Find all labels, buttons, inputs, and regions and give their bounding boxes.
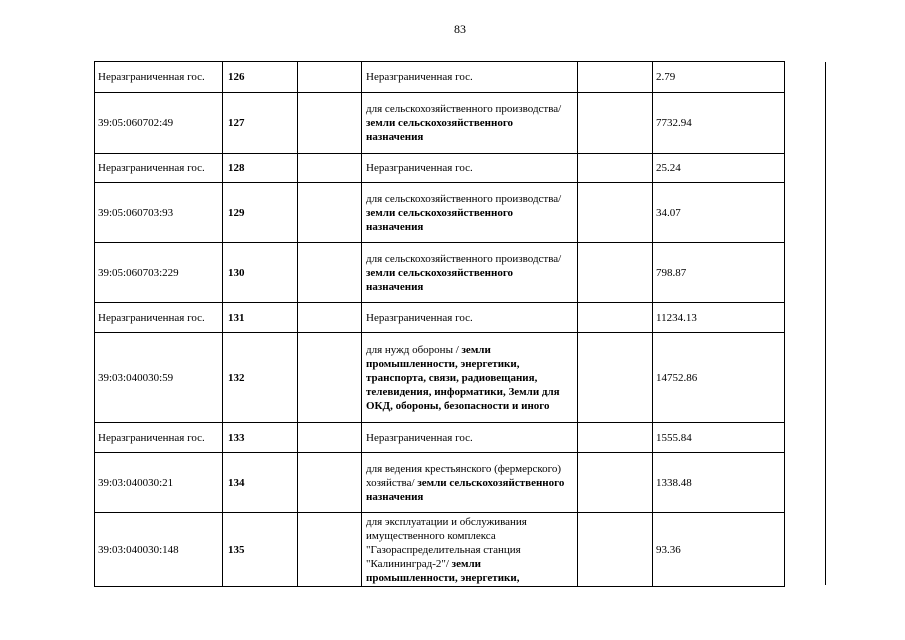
area-cell: 25.24	[653, 154, 785, 183]
cadastral-number-cell: 39:05:060702:49	[95, 93, 223, 154]
area-cell: 1555.84	[653, 423, 785, 453]
empty-cell	[298, 333, 362, 423]
area-cell: 798.87	[653, 243, 785, 303]
area-cell: 7732.94	[653, 93, 785, 154]
empty-cell	[578, 453, 653, 513]
land-use-cell	[362, 513, 578, 587]
table-row	[95, 183, 785, 243]
table-row	[95, 243, 785, 303]
land-use-text: для сельскохозяйственного производства/	[366, 252, 562, 265]
land-use-text: для нужд обороны /	[366, 343, 462, 356]
land-use-cell	[362, 453, 578, 513]
table-row	[95, 303, 785, 333]
empty-cell	[298, 453, 362, 513]
empty-cell	[578, 423, 653, 453]
land-category-text: земли сельскохозяйственного назначения	[366, 476, 565, 503]
empty-cell	[578, 303, 653, 333]
empty-cell	[298, 303, 362, 333]
empty-cell	[298, 183, 362, 243]
land-use-cell	[362, 183, 578, 243]
land-use-text: Неразграниченная гос.	[366, 162, 473, 174]
land-use-cell	[362, 243, 578, 303]
land-use-cell	[362, 154, 578, 183]
cadastral-number-cell: 39:05:060703:229	[95, 243, 223, 303]
table-row	[95, 154, 785, 183]
empty-cell	[578, 93, 653, 154]
empty-cell	[298, 154, 362, 183]
row-number-cell: 126	[223, 62, 298, 93]
empty-cell	[578, 183, 653, 243]
empty-cell	[298, 93, 362, 154]
row-number-cell: 128	[223, 154, 298, 183]
cadastral-number-cell: Неразграниченная гос.	[95, 423, 223, 453]
cadastral-number-cell: Неразграниченная гос.	[95, 154, 223, 183]
row-number-cell: 130	[223, 243, 298, 303]
land-category-text: земли сельскохозяйственного назначения	[366, 206, 514, 233]
table-row	[95, 62, 785, 93]
land-parcels-table	[94, 61, 785, 587]
empty-cell	[298, 423, 362, 453]
land-use-cell	[362, 303, 578, 333]
row-number-cell: 135	[223, 513, 298, 587]
row-number-cell: 133	[223, 423, 298, 453]
empty-cell	[578, 62, 653, 93]
area-cell: 34.07	[653, 183, 785, 243]
land-use-text: Неразграниченная гос.	[366, 431, 473, 444]
empty-cell	[578, 513, 653, 587]
area-cell: 93.36	[653, 513, 785, 587]
cadastral-number-cell: 39:05:060703:93	[95, 183, 223, 243]
land-use-text: для сельскохозяйственного производства/	[366, 103, 562, 115]
land-category-text: земли промышленности, энергетики,	[366, 557, 520, 584]
cadastral-number-cell: 39:03:040030:148	[95, 513, 223, 587]
table-row	[95, 93, 785, 154]
row-number-cell: 134	[223, 453, 298, 513]
cadastral-number-cell: Неразграниченная гос.	[95, 303, 223, 333]
land-use-text: Неразграниченная гос.	[366, 71, 473, 83]
land-use-cell	[362, 423, 578, 453]
row-number-cell: 132	[223, 333, 298, 423]
empty-cell	[298, 62, 362, 93]
table-row	[95, 513, 785, 587]
empty-cell	[578, 243, 653, 303]
cadastral-number-cell: 39:03:040030:59	[95, 333, 223, 423]
land-use-cell	[362, 93, 578, 154]
row-number-cell: 127	[223, 93, 298, 154]
empty-cell	[298, 513, 362, 587]
area-cell: 1338.48	[653, 453, 785, 513]
page-number: 83	[454, 22, 466, 36]
land-use-cell	[362, 62, 578, 93]
area-cell: 14752.86	[653, 333, 785, 423]
table-row	[95, 333, 785, 423]
land-use-text: для ведения крестьянского (фермерского) хозяйства/	[366, 462, 562, 489]
land-category-text: земли сельскохозяйственного назначения	[366, 117, 514, 143]
empty-cell	[578, 154, 653, 183]
row-number-cell: 129	[223, 183, 298, 243]
land-use-cell	[362, 333, 578, 423]
land-use-text: для эксплуатации и обслуживания имущественного комплекса "Газораспределительная станция "Калининград-2"/	[366, 515, 527, 570]
table-row	[95, 423, 785, 453]
empty-cell	[578, 333, 653, 423]
area-cell: 11234.13	[653, 303, 785, 333]
row-number-cell: 131	[223, 303, 298, 333]
table-row	[95, 453, 785, 513]
empty-cell	[298, 243, 362, 303]
right-margin-rule	[825, 62, 826, 585]
area-cell: 2.79	[653, 62, 785, 93]
land-category-text: земли промышленности, энергетики, транспорта, связи, радиовещания, телевидения, информатики, Земли для ОКД, обороны, безопасности и иного	[366, 343, 560, 412]
cadastral-number-cell: 39:03:040030:21	[95, 453, 223, 513]
land-category-text: земли сельскохозяйственного назначения	[366, 266, 514, 293]
land-use-text: Неразграниченная гос.	[366, 311, 473, 324]
land-use-text: для сельскохозяйственного производства/	[366, 192, 562, 205]
cadastral-number-cell: Неразграниченная гос.	[95, 62, 223, 93]
